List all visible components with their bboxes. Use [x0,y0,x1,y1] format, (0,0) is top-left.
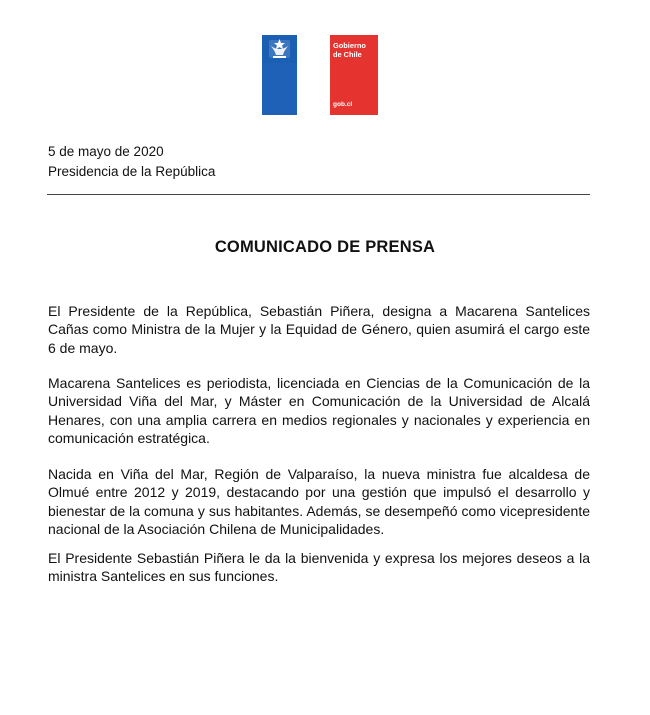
body-paragraph: El Presidente Sebastián Piñera le da la bienvenida y expresa los mejores deseos a la ministra Santelices en sus funciones. [48,550,590,585]
logo-line-2: de Chile [333,50,362,59]
section-divider [47,194,590,195]
government-coat-of-arms-logo [262,35,297,115]
gobierno-de-chile-logo [330,35,378,115]
body-paragraph: Macarena Santelices es periodista, licenciada en Ciencias de la Comunicación de la Universidad Viña del Mar, y Máster en Comunicación de la Universidad de Alcalá Henares, con una amplia carrera en medios regionales y nacionales y experiencia en comunicación estratégica. [48,375,590,447]
logo-red-text [333,41,366,59]
body-paragraph: El Presidente de la República, Sebastián Piñera, designa a Macarena Santelices Cañas como Ministra de la Mujer y la Equidad de Género, quien asumirá el cargo este 6 de mayo. [48,303,590,356]
document-meta [48,142,215,182]
logo-line-1: Gobierno [333,41,366,50]
logo-url: gob.cl [333,101,353,108]
body-paragraph: Nacida en Viña del Mar, Región de Valparaíso, la nueva ministra fue alcaldesa de Olmué entre 2012 y 2019, destacando por una gestión que impulsó el desarrollo y bienestar de la comuna y sus habitantes. Además, se desempeñó como vicepresidente nacional de la Asociación Chilena de Municipalidades. [48,466,590,538]
document-issuer: Presidencia de la República [48,164,216,179]
document-title: COMUNICADO DE PRENSA [214,238,436,256]
document-date: 5 de mayo de 2020 [48,144,164,159]
logo-blue-bottom-panel [262,63,297,115]
coat-of-arms-icon [267,37,292,61]
